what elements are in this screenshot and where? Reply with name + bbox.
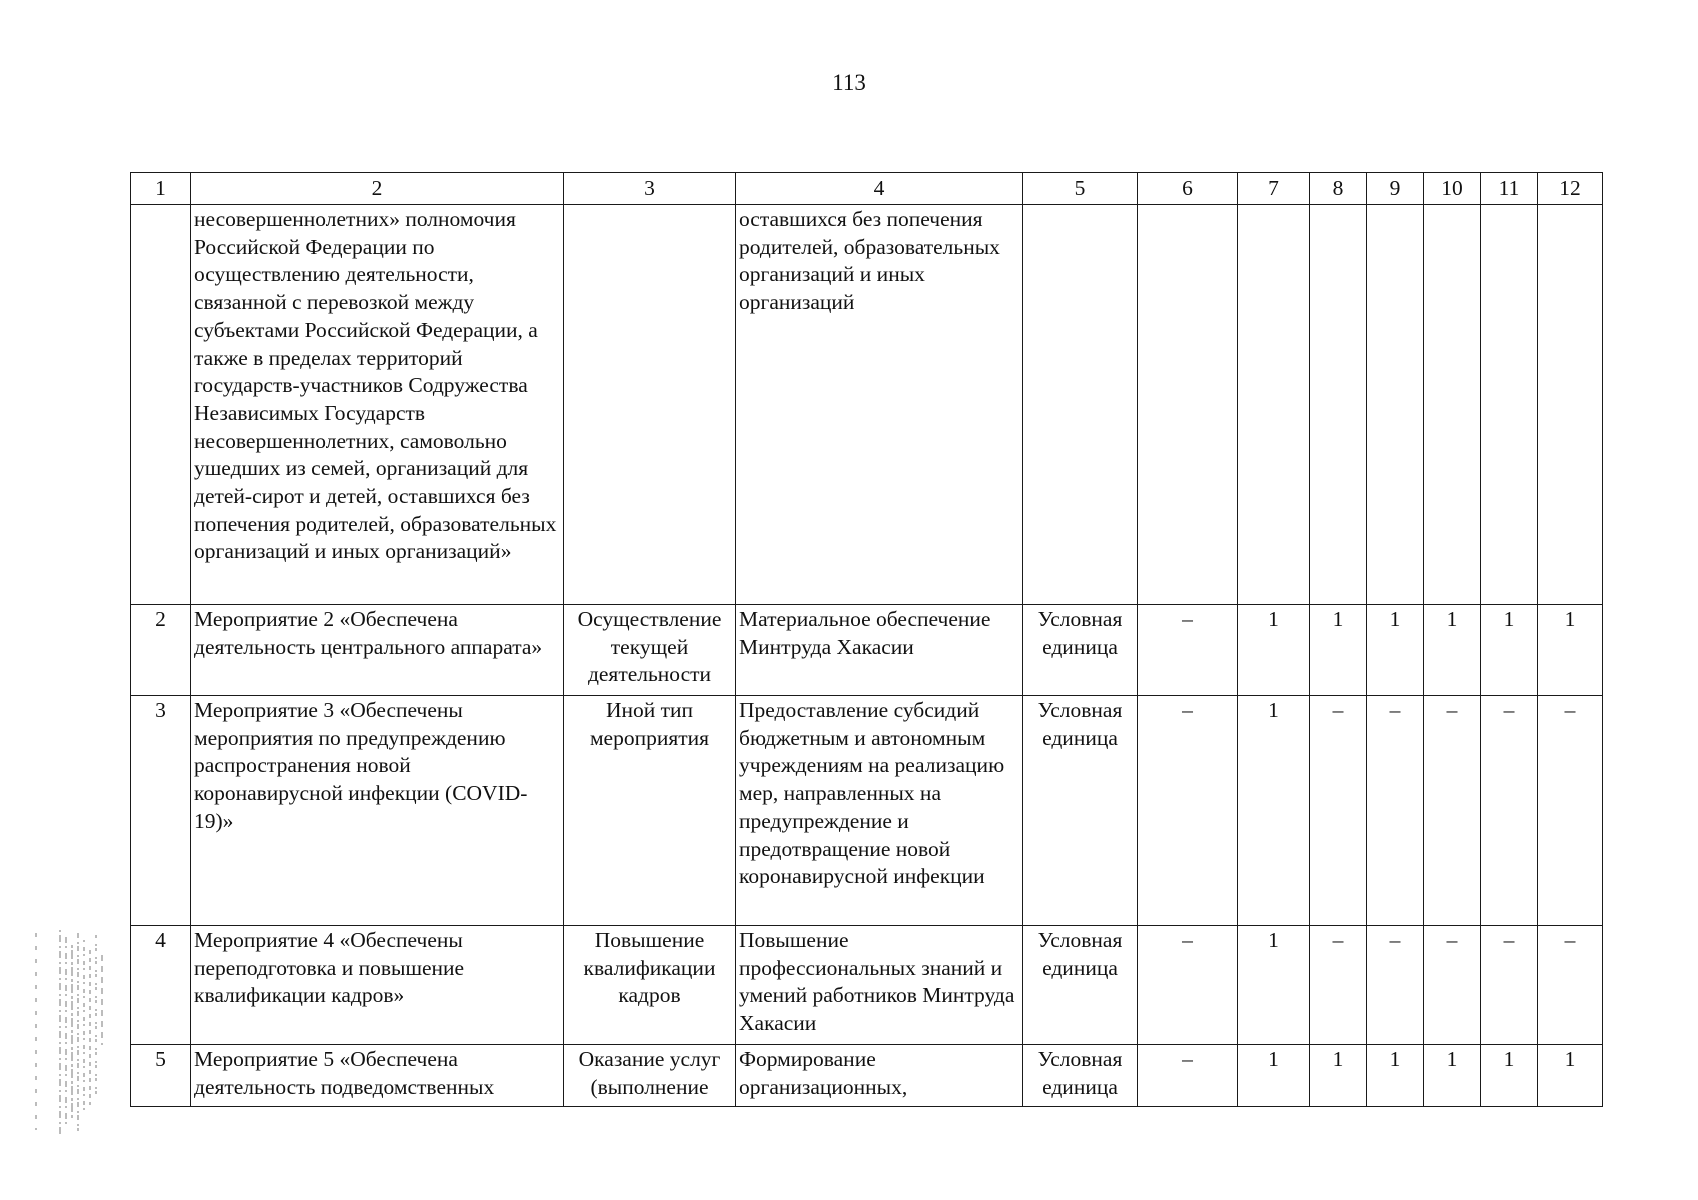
value-cell: – [1481,696,1538,926]
measure-unit: Условная единица [1023,605,1138,696]
value-cell: – [1138,1045,1238,1107]
table-row [131,696,1603,926]
column-number-row [131,173,1603,205]
measure-name: Мероприятие 5 «Обеспечена деятельность подведомственных [191,1045,564,1107]
value-cell [1238,205,1310,605]
value-cell: 1 [1310,1045,1367,1107]
value-cell: 1 [1238,696,1310,926]
measure-name: Мероприятие 4 «Обеспечены переподготовка и повышение квалификации кадров» [191,926,564,1045]
value-cell [1481,205,1538,605]
measure-description: Формирование организационных, [736,1045,1023,1107]
column-number: 12 [1538,173,1603,205]
column-number: 1 [131,173,191,205]
table-row [131,605,1603,696]
column-number: 4 [736,173,1023,205]
value-cell [1424,205,1481,605]
value-cell: – [1424,696,1481,926]
value-cell: 1 [1481,1045,1538,1107]
measure-unit: Условная единица [1023,1045,1138,1107]
column-number: 10 [1424,173,1481,205]
column-number: 8 [1310,173,1367,205]
value-cell: – [1538,926,1603,1045]
measure-type [564,205,736,605]
value-cell: – [1481,926,1538,1045]
measure-unit [1023,205,1138,605]
row-number [131,205,191,605]
value-cell [1538,205,1603,605]
value-cell: 1 [1238,1045,1310,1107]
row-number: 5 [131,1045,191,1107]
value-cell: – [1538,696,1603,926]
value-cell: – [1310,696,1367,926]
value-cell: – [1367,696,1424,926]
value-cell [1138,205,1238,605]
measure-name: Мероприятие 3 «Обеспечены мероприятия по предупреждению распространения новой коронавирусной инфекции (COVID-19)» [191,696,564,926]
column-number: 11 [1481,173,1538,205]
table-row [131,205,1603,605]
value-cell: 1 [1424,1045,1481,1107]
column-number: 9 [1367,173,1424,205]
column-number: 3 [564,173,736,205]
value-cell: 1 [1238,605,1310,696]
page-number: 113 [832,70,866,95]
value-cell: – [1310,926,1367,1045]
value-cell: 1 [1538,605,1603,696]
value-cell: – [1367,926,1424,1045]
measure-description: Предоставление субсидий бюджетным и автономным учреждениям на реализацию мер, направленных на предупреждение и предотвращение новой коронавирусной инфекции [736,696,1023,926]
value-cell: – [1424,926,1481,1045]
table-row [131,926,1603,1045]
column-number: 6 [1138,173,1238,205]
value-cell: – [1138,696,1238,926]
column-number: 5 [1023,173,1138,205]
measure-unit: Условная единица [1023,926,1138,1045]
value-cell: 1 [1367,1045,1424,1107]
measure-unit: Условная единица [1023,696,1138,926]
measure-description: оставшихся без попечения родителей, образовательных организаций и иных организаций [736,205,1023,605]
column-number: 2 [191,173,564,205]
measure-name: Мероприятие 2 «Обеспечена деятельность центрального аппарата» [191,605,564,696]
value-cell: – [1138,605,1238,696]
measure-type: Повышение квалификации кадров [564,926,736,1045]
measure-name: несовершеннолетних» полномочия Российской Федерации по осуществлению деятельности, связанной с перевозкой между субъектами Российской Федерации, а также в пределах территорий государств-участников Содружества Независимых Государств несовершеннолетних, самовольно ушедших из семей, организаций для детей-сирот и детей, оставшихся без попечения родителей, образовательных организаций и иных организаций» [191,205,564,605]
value-cell [1367,205,1424,605]
measure-description: Повышение профессиональных знаний и умений работников Минтруда Хакасии [736,926,1023,1045]
row-number: 3 [131,696,191,926]
measure-type: Осуществление текущей деятельности [564,605,736,696]
row-number: 4 [131,926,191,1045]
row-number: 2 [131,605,191,696]
value-cell: – [1138,926,1238,1045]
measures-table [130,172,1603,1107]
value-cell: 1 [1538,1045,1603,1107]
value-cell: 1 [1481,605,1538,696]
table-row [131,1045,1603,1107]
measure-type: Оказание услуг (выполнение [564,1045,736,1107]
value-cell: 1 [1238,926,1310,1045]
measure-description: Материальное обеспечение Минтруда Хакасии [736,605,1023,696]
value-cell: 1 [1367,605,1424,696]
value-cell: 1 [1424,605,1481,696]
value-cell: 1 [1310,605,1367,696]
column-number: 7 [1238,173,1310,205]
measure-type: Иной тип мероприятия [564,696,736,926]
value-cell [1310,205,1367,605]
side-stamp-mark [30,925,108,1140]
